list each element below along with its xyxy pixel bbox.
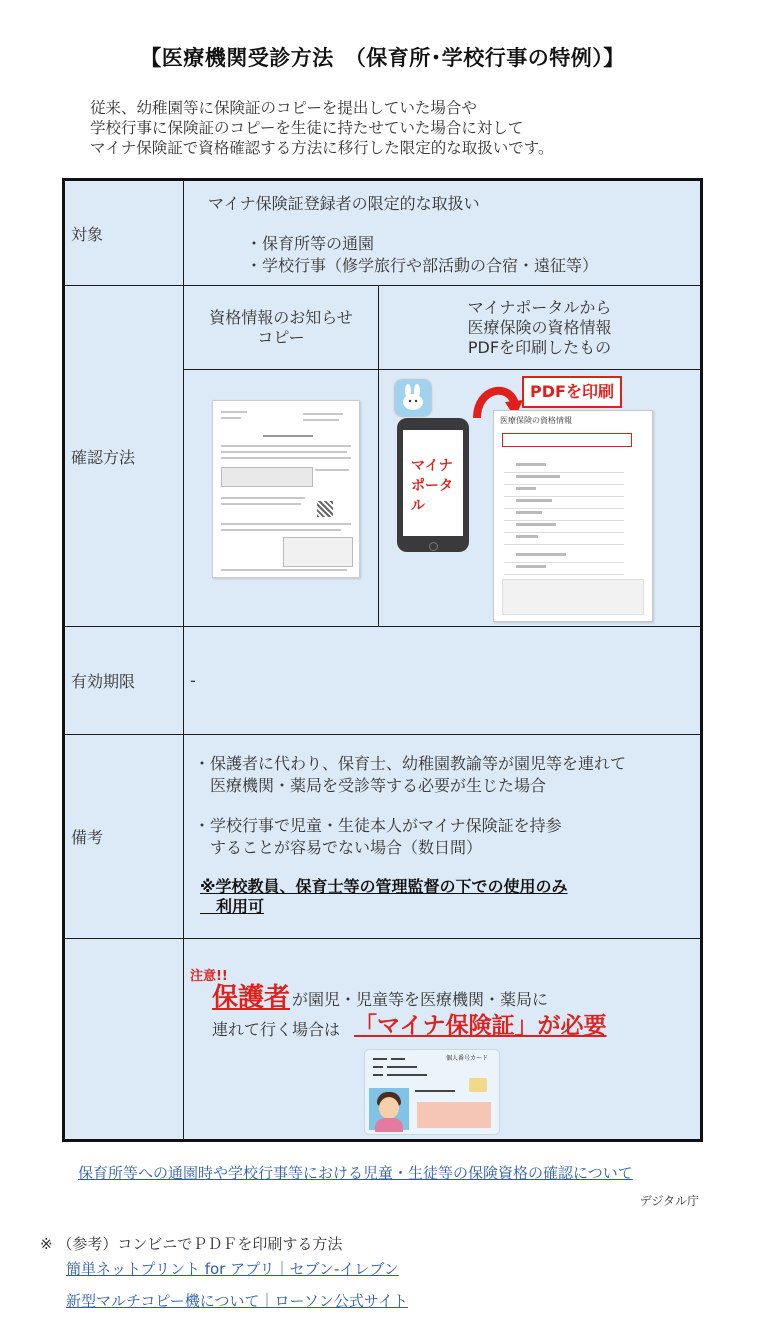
intro-line: マイナ保険証で資格確認する方法に移行した限定的な取扱いです。 [90, 139, 554, 157]
caution-text: 連れて行く場合は [212, 1020, 341, 1039]
target-cell [184, 180, 702, 286]
smartphone-icon [397, 418, 469, 552]
lawson-multicopy-link[interactable]: 新型マルチコピー機について｜ローソン公式サイト [66, 1292, 408, 1310]
ic-chip-icon [469, 1078, 487, 1092]
pdf-qualification-info-image [493, 410, 653, 622]
remark-line: することが容易でない場合（数日間） [194, 837, 483, 857]
validity-cell [184, 627, 702, 735]
myna-portal-app-icon [395, 380, 431, 416]
phone-app-name: マイナ [411, 458, 453, 474]
col-header-notice-copy [184, 286, 379, 370]
caution-text: が園児・児童等を医療機関・薬局に [292, 990, 549, 1009]
col-header-pdf-print [379, 286, 702, 370]
qualification-notice-image [212, 400, 360, 578]
procedure-table [62, 178, 703, 1142]
validity-value: - [190, 671, 196, 690]
person-photo-icon [369, 1088, 409, 1130]
target-description: マイナ保険証登録者の限定的な取扱い [208, 194, 480, 213]
seven-eleven-netprint-link[interactable]: 簡単ネットプリント for アプリ｜セブン‐イレブン [66, 1260, 399, 1278]
myna-card-required-emphasis: 「マイナ保険証」が必要 [354, 1013, 607, 1039]
card-header-text: 個人番号カード [445, 1055, 488, 1062]
row-label-confirm: 確認方法 [64, 286, 184, 627]
header-line: 資格情報のお知らせ [209, 307, 353, 327]
intro-line: 従来、幼稚園等に保険証のコピーを提出していた場合や [90, 99, 477, 117]
pdf-doc-title: 医療保険の資格情報 [500, 416, 572, 425]
source-label: デジタル庁 [639, 1194, 699, 1208]
remark-note [194, 815, 562, 859]
notice-copy-image-cell [184, 370, 379, 627]
caution-label-cell [64, 939, 184, 1141]
caution-tag: 注意!! [190, 969, 228, 984]
reference-heading: ※ （参考）コンビニでＰＤＦを印刷する方法 [40, 1235, 343, 1253]
remark-line: ・保護者に代わり、保育士、幼稚園教諭等が園児等を連れて [194, 753, 627, 773]
header-line: 医療保険の資格情報 [467, 317, 612, 337]
warning-line: 利用可 [200, 896, 265, 916]
qr-code-icon [317, 501, 333, 517]
intro-text [90, 98, 553, 158]
usage-restriction-note [200, 877, 568, 917]
phone-app-name: ポータル [411, 478, 453, 514]
remark-note [194, 753, 626, 797]
digital-agency-link[interactable]: 保育所等への通園時や学校行事等における児童・生徒等の保険資格の確認について [78, 1164, 633, 1182]
my-number-card-image [364, 1049, 500, 1135]
row-label-remarks: 備考 [64, 735, 184, 939]
pdf-print-label: PDFを印刷 [522, 376, 622, 408]
intro-line: 学校行事に保険証のコピーを生徒に持たせていた場合に対して [90, 119, 524, 137]
row-label-target: 対象 [64, 180, 184, 286]
row-label-validity: 有効期限 [64, 627, 184, 735]
remarks-cell [184, 735, 702, 939]
warning-line: ※学校教員、保育士等の管理監督の下での使用のみ [200, 876, 568, 896]
header-line: コピー [257, 327, 305, 347]
target-bullet: ・学校行事（修学旅行や部活動の合宿・遠征等） [246, 256, 599, 275]
caution-cell [184, 939, 702, 1141]
header-line: PDFを印刷したもの [467, 337, 612, 357]
remark-line: 医療機関・薬局を受診等する必要が生じた場合 [194, 775, 547, 795]
header-line: マイナポータルから [467, 297, 612, 317]
target-bullet: ・保育所等の通園 [246, 234, 375, 253]
pdf-print-image-cell [379, 370, 702, 627]
guardian-emphasis: 保護者 [212, 983, 291, 1013]
page-title: 【医療機関受診方法 （保育所･学校行事の特例）】 [140, 46, 625, 70]
remark-line: ・学校行事で児童・生徒本人がマイナ保険証を持参 [194, 815, 562, 835]
